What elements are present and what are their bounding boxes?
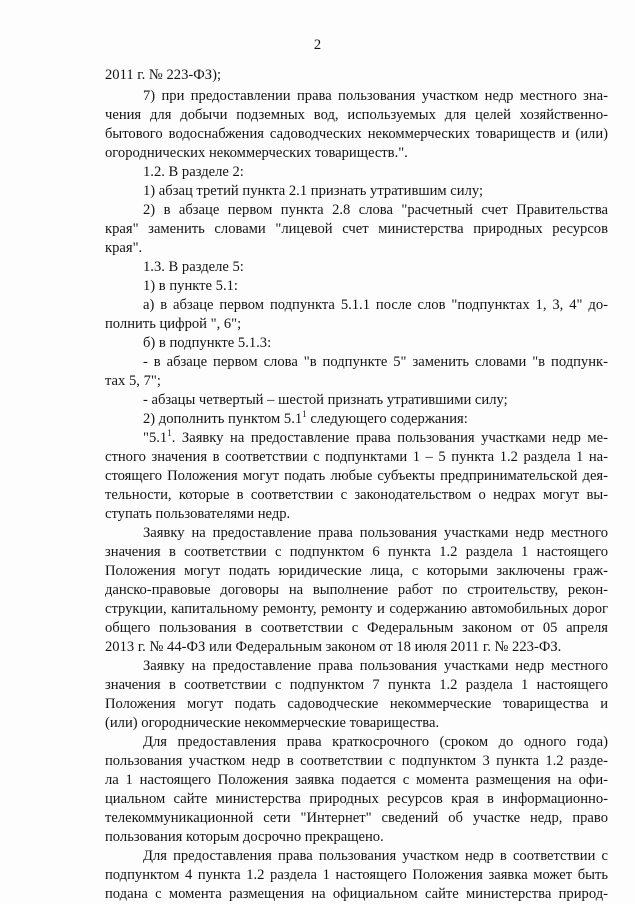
text-line: данско-правовые договоры на выполнение работ по строительству, рекон- [105, 582, 608, 598]
text-line: чения для добычи подземных вод, используемых для целей хозяйственно- [105, 107, 608, 123]
text-line: Для предоставления права пользования участком недр в соответствии с [143, 848, 608, 864]
text-line: пользования которым досрочно прекращено. [105, 829, 384, 845]
text-line: б) в подпункте 5.1.3: [143, 335, 272, 351]
text-line: стного значения в соответствии с подпунктами 1 – 5 пункта 1.2 раздела 1 на- [105, 449, 608, 465]
text-line: бытового водоснабжения садоводческих некоммерческих товариществ и (или) [105, 126, 608, 142]
text-line: полнить цифрой ", 6"; [105, 316, 242, 332]
text-line: 2) в абзаце первом пункта 2.8 слова "расчетный счет Правительства [143, 202, 608, 218]
text-line: - абзацы четвертый – шестой признать утратившими силу; [143, 392, 508, 408]
text-line: тах 5, 7"; [105, 373, 161, 389]
superscript: 1 [167, 428, 172, 439]
text-line: ла 1 настоящего Положения заявка подается с момента размещения на офи- [105, 772, 608, 788]
text-line: 2) дополнить пунктом $5.1^1$ следующего содержания: [143, 409, 468, 427]
text-line: огороднических некоммерческих товариществ.". [105, 145, 408, 161]
text-line: Для предоставления права краткосрочного (сроком до одного года) [143, 734, 608, 750]
text-line: циальном сайте министерства природных ресурсов края в информационно- [105, 791, 608, 807]
text-line: 2013 г. № 44-ФЗ или Федеральным законом от 18 июля 2011 г. № 223-ФЗ. [105, 639, 562, 655]
text-line: стоящего Положения могут подать любые субъекты предпринимательской дея- [105, 468, 608, 484]
text-line: значения в соответствии с подпунктом 7 пункта 1.2 раздела 1 настоящего [105, 677, 608, 693]
text-line: Положения могут подать юридические лица, с которыми заключены граж- [105, 563, 608, 579]
text-line: 7) при предоставлении права пользования участком недр местного зна- [143, 88, 608, 104]
text-line: подпунктом 4 пункта 1.2 раздела 1 настоящего Положения заявка может быть [105, 867, 608, 883]
text-line: - в абзаце первом слова "в подпункте 5" заменить словами "в подпунк- [143, 354, 608, 370]
text-line: а) в абзаце первом подпункта 5.1.1 после слов "подпунктах 1, 3, 4" до- [143, 297, 608, 313]
text-line: тельности, которые в соответствии с законодательством о недрах могут вы- [105, 487, 608, 503]
text-line: края". [105, 240, 143, 256]
text-line: 1) в пункте 5.1: [143, 278, 238, 294]
text-line: подана с момента размещения на официальном сайте министерства природ- [105, 886, 608, 902]
text-line: 1) абзац третий пункта 2.1 признать утратившим силу; [143, 183, 484, 199]
text-line: значения в соответствии с подпунктом 6 пункта 1.2 раздела 1 настоящего [105, 544, 608, 560]
text-line: 1.3. В разделе 5: [143, 259, 244, 275]
text-line: (или) огороднические некоммерческие товарищества. [105, 715, 440, 731]
text-line: общего пользования в соответствии с Федеральным законом от 05 апреля [105, 620, 608, 636]
text-line: "$5.1^1$. Заявку на предоставление права пользования участками недр ме- [143, 428, 608, 446]
text-line: края" заменить словами "лицевой счет министерства природных ресурсов [105, 221, 608, 237]
text-line: ступать пользователями недр. [105, 506, 291, 522]
page-number: 2 [313, 37, 322, 53]
text-line: Положения могут подать садоводческие некоммерческие товарищества и [105, 696, 608, 712]
text-line: струкции, капитальному ремонту, ремонту и содержанию автомобильных дорог [105, 601, 608, 617]
text-line: 1.2. В разделе 2: [143, 164, 244, 180]
superscript: 1 [302, 409, 307, 420]
text-line: Заявку на предоставление права пользования участками недр местного [143, 658, 608, 674]
text-line: пользования участком недр в соответствии с подпунктом 3 пункта 1.2 разде- [105, 753, 608, 769]
text-line: Заявку на предоставление права пользования участками недр местного [143, 525, 608, 541]
text-line: телекоммуникационной сети "Интернет" сведений об участке недр, право [105, 810, 608, 826]
text-line: 2011 г. № 223-ФЗ); [105, 67, 222, 83]
